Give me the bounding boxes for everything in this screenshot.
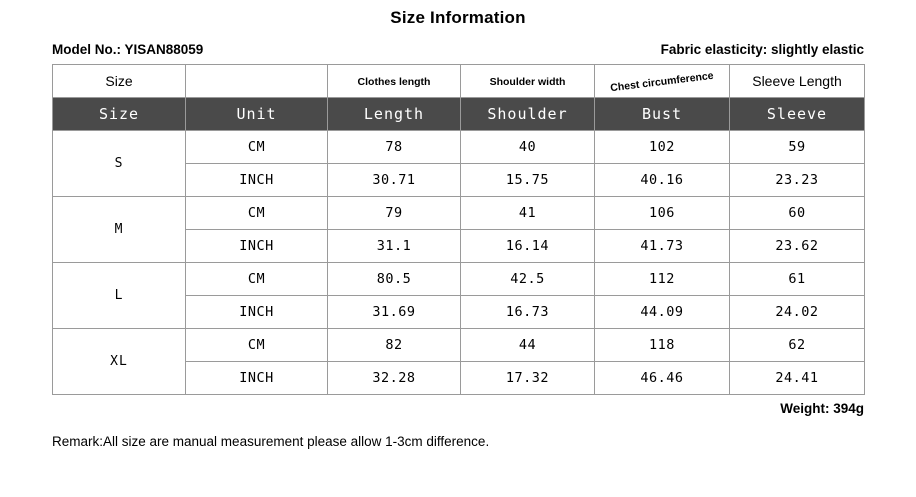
- table-row: [53, 131, 865, 164]
- header-cell-size: [53, 65, 186, 98]
- cell-unit: CM: [186, 329, 328, 362]
- cell-length: 31.1: [328, 230, 461, 263]
- table-row: [53, 197, 865, 230]
- cell-unit: INCH: [186, 164, 328, 197]
- header2-cell-bust: Bust: [595, 98, 730, 131]
- cell-shoulder: 16.73: [461, 296, 595, 329]
- table-header-row-primary: [53, 65, 865, 98]
- cell-sleeve: 24.41: [730, 362, 865, 395]
- cell-length: 30.71: [328, 164, 461, 197]
- cell-sleeve: 60: [730, 197, 865, 230]
- cell-unit: CM: [186, 131, 328, 164]
- cell-sleeve: 59: [730, 131, 865, 164]
- fabric-elasticity-label: Fabric elasticity: slightly elastic: [660, 42, 864, 57]
- cell-bust: 41.73: [595, 230, 730, 263]
- cell-sleeve: 24.02: [730, 296, 865, 329]
- cell-shoulder: 17.32: [461, 362, 595, 395]
- header-cell-blank: [186, 65, 328, 98]
- remark-text: Remark:All size are manual measurement please allow 1-3cm difference.: [52, 434, 490, 449]
- header-cell-sleeve-length: [730, 65, 865, 98]
- header-label-chest-circumference: Chest circumference: [609, 69, 715, 95]
- cell-length: 79: [328, 197, 461, 230]
- cell-sleeve: 62: [730, 329, 865, 362]
- cell-shoulder: 16.14: [461, 230, 595, 263]
- table-row: [53, 329, 865, 362]
- cell-size: S: [53, 131, 186, 197]
- cell-bust: 40.16: [595, 164, 730, 197]
- weight-row: [0, 401, 916, 416]
- header-label-clothes-length: Clothes length: [357, 76, 431, 88]
- cell-sleeve: 23.23: [730, 164, 865, 197]
- header2-cell-length: Length: [328, 98, 461, 131]
- cell-sleeve: 23.62: [730, 230, 865, 263]
- page-title: Size Information: [390, 8, 526, 27]
- header-cell-shoulder-width: [461, 65, 595, 98]
- cell-shoulder: 42.5: [461, 263, 595, 296]
- cell-bust: 106: [595, 197, 730, 230]
- cell-length: 31.69: [328, 296, 461, 329]
- header-label-size: Size: [105, 73, 133, 89]
- header-label-sleeve-length: Sleeve Length: [752, 73, 842, 89]
- cell-unit: INCH: [186, 230, 328, 263]
- cell-unit: CM: [186, 263, 328, 296]
- cell-size: L: [53, 263, 186, 329]
- size-table-wrapper: [52, 64, 864, 395]
- cell-length: 32.28: [328, 362, 461, 395]
- cell-shoulder: 40: [461, 131, 595, 164]
- cell-shoulder: 15.75: [461, 164, 595, 197]
- cell-unit: INCH: [186, 296, 328, 329]
- cell-length: 78: [328, 131, 461, 164]
- cell-bust: 112: [595, 263, 730, 296]
- cell-bust: 46.46: [595, 362, 730, 395]
- cell-unit: INCH: [186, 362, 328, 395]
- cell-bust: 102: [595, 131, 730, 164]
- cell-shoulder: 41: [461, 197, 595, 230]
- cell-unit: CM: [186, 197, 328, 230]
- model-number-label: Model No.: YISAN88059: [52, 42, 204, 57]
- cell-size: M: [53, 197, 186, 263]
- cell-size: XL: [53, 329, 186, 395]
- cell-sleeve: 61: [730, 263, 865, 296]
- header2-cell-unit: Unit: [186, 98, 328, 131]
- meta-row: [0, 42, 916, 57]
- cell-shoulder: 44: [461, 329, 595, 362]
- cell-bust: 44.09: [595, 296, 730, 329]
- header2-cell-sleeve: Sleeve: [730, 98, 865, 131]
- weight-label: Weight: 394g: [780, 401, 864, 416]
- header2-cell-shoulder: Shoulder: [461, 98, 595, 131]
- table-header-row-secondary: [53, 98, 865, 131]
- cell-length: 82: [328, 329, 461, 362]
- header-label-shoulder-width: Shoulder width: [489, 76, 566, 88]
- size-table: [52, 64, 865, 395]
- header-cell-chest-circumference: [595, 65, 730, 98]
- header2-cell-size: Size: [53, 98, 186, 131]
- table-row: [53, 263, 865, 296]
- header-cell-clothes-length: [328, 65, 461, 98]
- size-chart-page: [0, 8, 916, 497]
- cell-length: 80.5: [328, 263, 461, 296]
- cell-bust: 118: [595, 329, 730, 362]
